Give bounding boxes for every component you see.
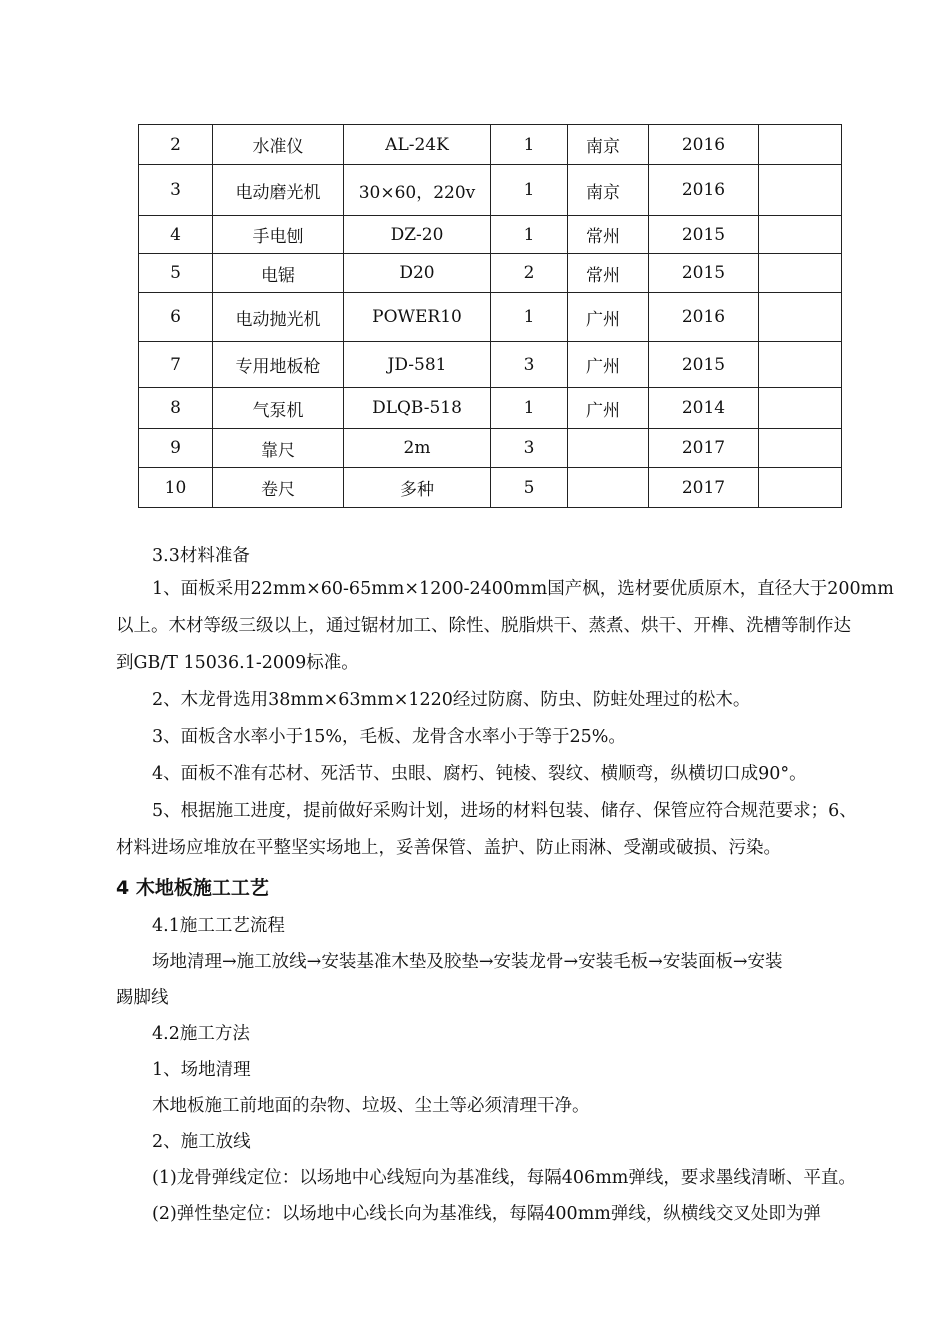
section-3-3-heading: 3.3材料准备	[152, 546, 250, 566]
section-4-1-heading: 4.1施工工艺流程	[152, 916, 285, 936]
table-cell-origin	[568, 429, 649, 468]
table-cell-qty: 1	[491, 165, 568, 216]
table-cell-no: 2	[139, 125, 213, 165]
table-cell-origin	[568, 468, 649, 508]
material-item-1-line-3: 到GB/T 15036.1-2009标准。	[116, 653, 359, 673]
table-cell-qty: 1	[491, 293, 568, 342]
table-cell-remark	[759, 125, 842, 165]
material-item-1-line-2: 以上。木材等级三级以上，通过锯材加工、除性、脱脂烘干、蒸煮、烘干、开榫、洗槽等制作达	[116, 616, 851, 636]
table-cell-year: 2016	[649, 293, 759, 342]
table-cell-remark	[759, 216, 842, 254]
table-cell-remark	[759, 254, 842, 293]
table-cell-name: 电动抛光机	[213, 293, 344, 342]
table-row	[139, 293, 842, 342]
table-cell-no: 8	[139, 388, 213, 429]
table-cell-model: AL-24K	[344, 125, 491, 165]
table-cell-no: 9	[139, 429, 213, 468]
table-cell-name: 气泵机	[213, 388, 344, 429]
table-cell-model: 30×60，220v	[344, 165, 491, 216]
table-cell-model: DZ-20	[344, 216, 491, 254]
table-cell-name: 手电刨	[213, 216, 344, 254]
table-cell-remark	[759, 468, 842, 508]
table-cell-name: 靠尺	[213, 429, 344, 468]
table-cell-year: 2017	[649, 429, 759, 468]
table-cell-model: D20	[344, 254, 491, 293]
table-cell-name: 专用地板枪	[213, 342, 344, 388]
table-cell-model: 2m	[344, 429, 491, 468]
method-1-text: 木地板施工前地面的杂物、垃圾、尘土等必须清理干净。	[152, 1096, 590, 1116]
process-flow-line-1: 场地清理→施工放线→安装基准木垫及胶垫→安装龙骨→安装毛板→安装面板→安装	[152, 952, 783, 972]
table-cell-name: 电锯	[213, 254, 344, 293]
table-cell-qty: 1	[491, 388, 568, 429]
table-cell-model: POWER10	[344, 293, 491, 342]
table-cell-origin: 广州	[568, 293, 649, 342]
table-cell-remark	[759, 293, 842, 342]
table-row	[139, 165, 842, 216]
table-cell-year: 2015	[649, 342, 759, 388]
table-cell-no: 6	[139, 293, 213, 342]
table-cell-year: 2016	[649, 125, 759, 165]
table-row	[139, 254, 842, 293]
table-cell-no: 10	[139, 468, 213, 508]
table-cell-no: 7	[139, 342, 213, 388]
process-flow-line-2: 踢脚线	[116, 988, 169, 1008]
table-cell-model: 多种	[344, 468, 491, 508]
table-cell-no: 3	[139, 165, 213, 216]
table-cell-no: 4	[139, 216, 213, 254]
material-item-5-line-2: 材料进场应堆放在平整坚实场地上，妥善保管、盖护、防止雨淋、受潮或破损、污染。	[116, 838, 781, 858]
table-cell-model: JD-581	[344, 342, 491, 388]
table-cell-year: 2017	[649, 468, 759, 508]
equipment-table	[138, 124, 842, 508]
section-4-2-heading: 4.2施工方法	[152, 1024, 250, 1044]
section-4-title: 4 木地板施工工艺	[116, 877, 269, 899]
table-cell-remark	[759, 342, 842, 388]
table-cell-origin: 南京	[568, 165, 649, 216]
table-cell-no: 5	[139, 254, 213, 293]
table-cell-origin: 南京	[568, 125, 649, 165]
table-cell-remark	[759, 429, 842, 468]
table-cell-qty: 5	[491, 468, 568, 508]
table-cell-name: 电动磨光机	[213, 165, 344, 216]
table-cell-remark	[759, 388, 842, 429]
table-cell-year: 2015	[649, 216, 759, 254]
table-cell-year: 2016	[649, 165, 759, 216]
method-1-heading: 1、场地清理	[152, 1060, 251, 1080]
material-item-5-line-1: 5、根据施工进度，提前做好采购计划，进场的材料包装、储存、保管应符合规范要求；6、	[152, 801, 857, 821]
table-row	[139, 342, 842, 388]
table-cell-year: 2015	[649, 254, 759, 293]
material-item-4: 4、面板不准有芯材、死活节、虫眼、腐朽、钝棱、裂纹、横顺弯，纵横切口成90°。	[152, 764, 807, 784]
table-row	[139, 125, 842, 165]
method-2-item-2: (2)弹性垫定位：以场地中心线长向为基准线，每隔400mm弹线，纵横线交叉处即为弹	[152, 1204, 821, 1224]
table-cell-name: 水准仪	[213, 125, 344, 165]
table-cell-origin: 常州	[568, 254, 649, 293]
table-cell-name: 卷尺	[213, 468, 344, 508]
material-item-3: 3、面板含水率小于15%，毛板、龙骨含水率小于等于25%。	[152, 727, 626, 747]
method-2-item-1: (1)龙骨弹线定位：以场地中心线短向为基准线，每隔406mm弹线，要求墨线清晰、平直。	[152, 1168, 856, 1188]
table-cell-qty: 2	[491, 254, 568, 293]
table-cell-year: 2014	[649, 388, 759, 429]
table-row	[139, 388, 842, 429]
material-item-1-line-1: 1、面板采用22mm×60-65mm×1200-2400mm国产枫，选材要优质原木，直径大于200mm	[152, 579, 894, 599]
table-cell-remark	[759, 165, 842, 216]
table-cell-origin: 常州	[568, 216, 649, 254]
material-item-2: 2、木龙骨选用38mm×63mm×1220经过防腐、防虫、防蛀处理过的松木。	[152, 690, 751, 710]
method-2-heading: 2、施工放线	[152, 1132, 251, 1152]
table-cell-qty: 3	[491, 342, 568, 388]
table-row	[139, 216, 842, 254]
table-row	[139, 468, 842, 508]
table-cell-qty: 1	[491, 216, 568, 254]
table-row	[139, 429, 842, 468]
table-cell-origin: 广州	[568, 388, 649, 429]
table-cell-origin: 广州	[568, 342, 649, 388]
table-cell-qty: 3	[491, 429, 568, 468]
table-cell-qty: 1	[491, 125, 568, 165]
table-cell-model: DLQB-518	[344, 388, 491, 429]
